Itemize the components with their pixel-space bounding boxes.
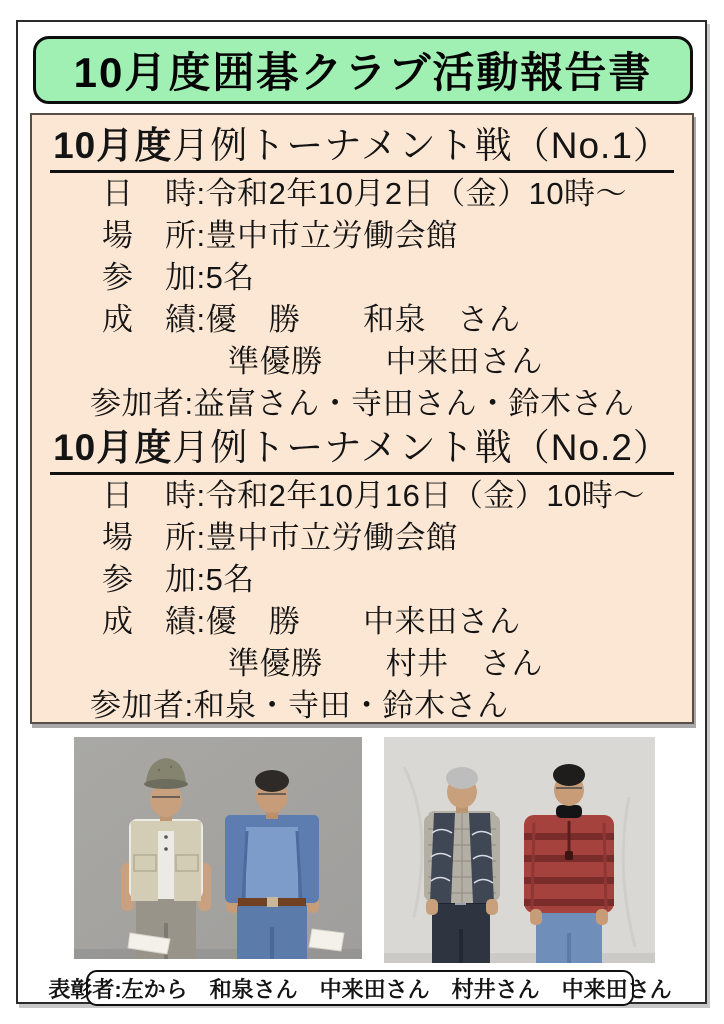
section-2-runnerup-line: 準優勝 村井 さん <box>228 646 543 681</box>
section-2-result-line: 成 績:優 勝 中来田さん <box>102 604 521 639</box>
section-1-heading-text <box>50 123 674 173</box>
photo-caption: 表彰者:左から 和泉さん 中来田さん 村井さん 中来田さん <box>48 976 672 1002</box>
section-2-participants-line: 参加者:和泉・寺田・鈴木さん <box>90 688 509 723</box>
section-2-place-line: 場 所:豊中市立労働会館 <box>102 520 458 555</box>
section-1-heading-rest: 月例トーナメント戦（No.1） <box>172 125 671 166</box>
section-2-heading-rest: 月例トーナメント戦（No.2） <box>172 427 671 468</box>
tournament-1-winners-photo <box>74 737 362 959</box>
section-2-date-line: 日 時:令和2年10月16日（金）10時〜 <box>102 478 645 513</box>
report-box <box>30 113 694 724</box>
section-1-result-line: 成 績:優 勝 和泉 さん <box>102 302 521 337</box>
section-1-count-line: 参 加:5名 <box>102 260 255 295</box>
section-1-heading-month: 10月度 <box>53 125 173 166</box>
section-2-heading-month: 10月度 <box>53 427 173 468</box>
section-1-date-line: 日 時:令和2年10月2日（金）10時〜 <box>102 176 628 211</box>
tournament-2-winners-photo <box>384 737 655 963</box>
section-2-heading-text <box>50 425 674 475</box>
section-2-count-line: 参 加:5名 <box>102 562 255 597</box>
section-1-place-line: 場 所:豊中市立労働会館 <box>102 218 458 253</box>
section-1-runnerup-line: 準優勝 中来田さん <box>228 344 543 379</box>
section-1-heading <box>32 123 692 173</box>
caption-box <box>48 970 672 1006</box>
section-2-heading <box>32 425 692 475</box>
section-1-participants-line: 参加者:益富さん・寺田さん・鈴木さん <box>90 386 635 421</box>
page-title: 10月度囲碁クラブ活動報告書 <box>73 49 653 96</box>
title-banner <box>33 36 693 104</box>
